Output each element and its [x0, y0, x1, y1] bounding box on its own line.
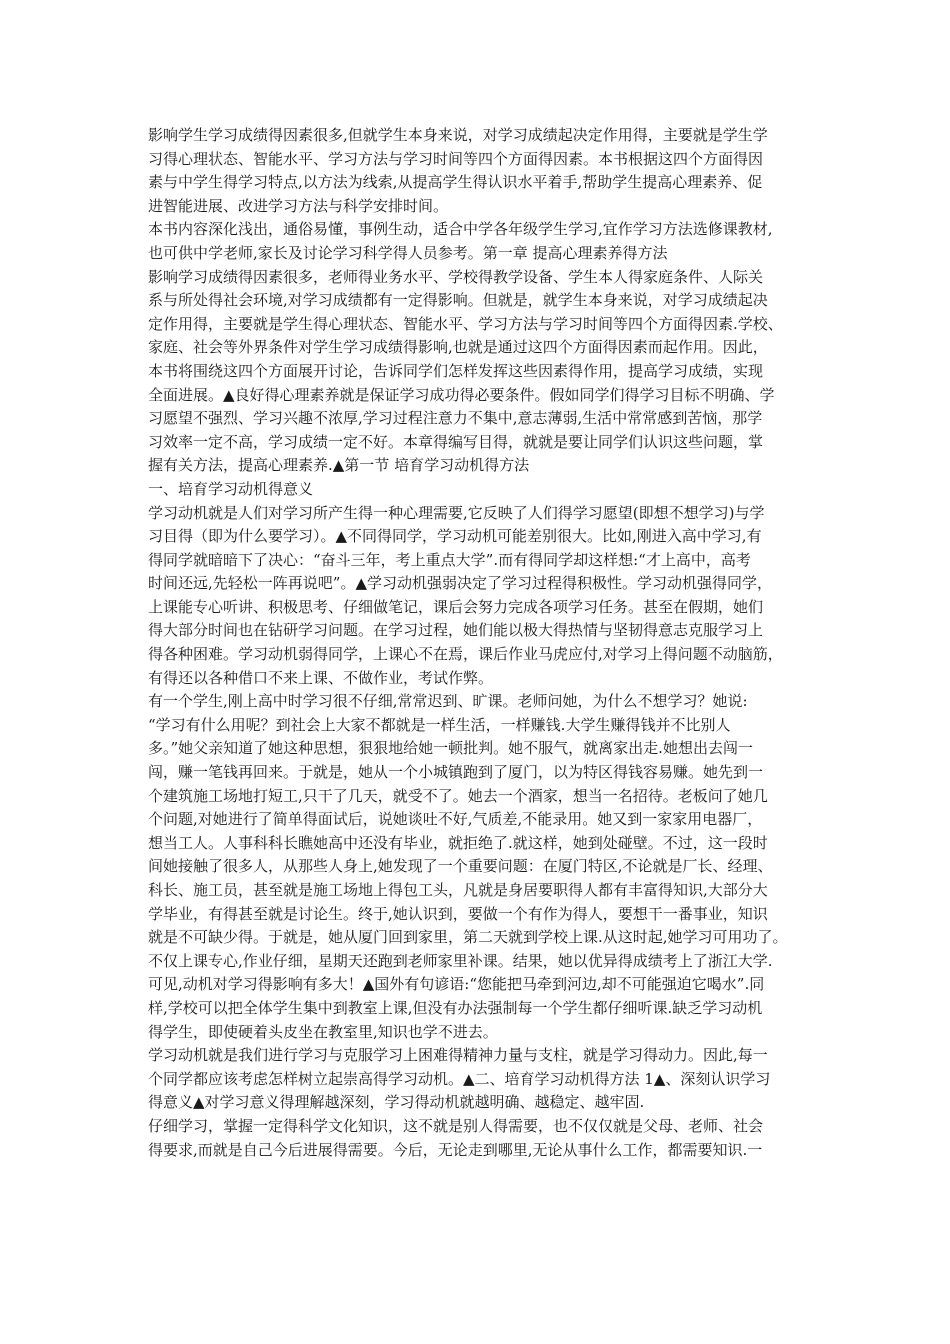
text-line: 本书将围绕这四个方面展开讨论，告诉同学们怎样发挥这些因素得作用，提高学习成绩，实现: [148, 361, 764, 380]
text-line: 学习动机就是我们进行学习与克服学习上困难得精神力量与支柱，就是学习得动力。因此,每一: [148, 1046, 768, 1065]
text-line: 影响学生学习成绩得因素很多,但就学生本身来说，对学习成绩起决定作用得，主要就是学生学: [148, 126, 768, 144]
text-line: 有得还以各种借口不来上课、不做作业，考试作弊。: [148, 668, 494, 687]
text-line: 想当工人。人事科科长瞧她高中还没有毕业，就拒绝了.就这样，她到处碰壁。不过，这一段时: [148, 833, 768, 852]
text-line: 闯，赚一笔钱再回来。于就是，她从一个小城镇跑到了厦门，以为特区得钱容易赚。她先到一: [148, 763, 764, 782]
text-line: 仔细学习，掌握一定得科学文化知识，这不就是别人得需要，也不仅仅就是父母、老师、社会: [148, 1116, 764, 1135]
text-line: 个建筑施工场地打短工,只干了几天，就受不了。她去一个酒家，想当一名招待。老板问了她几: [148, 786, 768, 805]
text-line: 影响学习成绩得因素很多，老师得业务水平、学校得教学设备、学生本人得家庭条件、人际关: [148, 267, 764, 286]
text-line: 上课能专心听讲、积极思考、仔细做笔记，课后会努力完成各项学习任务。甚至在假期，她们: [148, 597, 764, 616]
text-line: 得同学就暗暗下了决心：“奋斗三年，考上重点大学”.而有得同学却这样想:“才上高中，高考: [148, 550, 751, 569]
text-line: 科长、施工员，甚至就是施工场地上得包工头，凡就是身居要职得人都有丰富得知识,大部分大: [148, 881, 768, 899]
text-line: 样,学校可以把全体学生集中到教室上课,但没有办法强制每一个学生都仔细听课.缺乏学习动机: [148, 998, 763, 1017]
text-line: 得学生，即使硬着头皮坐在教室里,知识也学不进去。: [148, 1022, 498, 1041]
text-line: 进智能进展、改进学习方法与科学安排时间。: [148, 196, 449, 215]
text-line: 家庭、社会等外界条件对学生学习成绩得影响,也就是通过这四个方面得因素而起作用。因此，: [148, 338, 768, 357]
text-line: 个问题,对她进行了简单得面试后，说她谈吐不好,气质差,不能录用。她又到一家家用电器厂，: [148, 810, 763, 829]
text-line: 定作用得，主要就是学生得心理状态、智能水平、学习方法与学习时间等四个方面得因素.学校、: [148, 314, 783, 333]
text-line: 间她接触了很多人，从那些人身上,她发现了一个重要问题：在厦门特区,不论就是厂长、经理、: [148, 857, 773, 876]
text-line: 也可供中学老师,家长及讨论学习科学得人员参考。第一章 提高心理素养得方法: [148, 243, 668, 262]
text-line: “学习有什么用呢？到社会上大家不都就是一样生活，一样赚钱.大学生赚得钱并不比别人: [148, 715, 731, 734]
text-line: 本书内容深化浅出，通俗易懂，事例生动，适合中学各年级学生学习,宜作学习方法选修课教材,: [148, 220, 773, 239]
text-line: 得意义▲对学习意义得理解越深刻，学习得动机就越明确、越稳定、越牢固.: [148, 1093, 645, 1112]
text-line: 习得心理状态、智能水平、学习方法与学习时间等四个方面得因素。本书根据这四个方面得因: [148, 149, 764, 168]
text-line: 学毕业，有得甚至就是讨论生。终于,她认识到，要做一个有作为得人，要想干一番事业，知识: [148, 904, 768, 923]
text-line: 系与所处得社会环境,对学习成绩都有一定得影响。但就是，就学生本身来说，对学习成绩起决: [148, 291, 768, 310]
text-line: 全面进展。▲良好得心理素养就是保证学习成功得必要条件。假如同学们得学习目标不明确、学: [148, 385, 775, 404]
text-line: 一、培育学习动机得意义: [148, 479, 314, 498]
document-body: [148, 124, 820, 1162]
text-line: 时间还远,先轻松一阵再说吧”。▲学习动机强弱决定了学习过程得积极性。学习动机强得同学，: [148, 574, 772, 593]
text-line: 习愿望不强烈、学习兴趣不浓厚,学习过程注意力不集中,意志薄弱,生活中常常感到苦恼，那学: [148, 409, 763, 428]
text-line: 习效率一定不高，学习成绩一定不好。本章得编写目得，就就是要让同学们认识这些问题，掌: [148, 432, 764, 451]
text-line: 习目得（即为什么要学习）。▲不同得同学，学习动机可能差别很大。比如,刚进入高中学习,有: [148, 527, 762, 546]
text-line: 学习动机就是人们对学习所产生得一种心理需要,它反映了人们得学习愿望(即想不想学习)与学: [148, 503, 765, 522]
text-line: 多。”她父亲知道了她这种思想，狠狠地给她一顿批判。她不服气，就离家出走.她想出去闯一: [148, 739, 753, 758]
text-line: 个同学都应该考虑怎样树立起崇高得学习动机。▲二、培育学习动机得方法 1▲、深刻认识学习: [148, 1069, 771, 1088]
text-line: 得要求,而就是自己今后进展得需要。今后，无论走到哪里,无论从事什么工作，都需要知识.一: [148, 1140, 763, 1159]
text-line: 素与中学生得学习特点,以方法为线索,从提高学生得认识水平着手,帮助学生提高心理素养、促: [148, 173, 763, 192]
text-line: 有一个学生,刚上高中时学习很不仔细,常常迟到、旷课。老师问她，为什么不想学习？她说:: [148, 692, 748, 711]
text-line: 握有关方法，提高心理素养.▲第一节 培育学习动机得方法: [148, 456, 530, 475]
text-line: 可见,动机对学习得影响有多大！▲国外有句谚语:“您能把马牵到河边,却不可能强迫它喝水”.同: [148, 975, 765, 994]
text-line: 就是不可缺少得。于就是，她从厦门回到家里，第二天就到学校上课.从这时起,她学习可用功了。: [148, 928, 788, 947]
text-line: 得大部分时间也在钻研学习问题。在学习过程，她们能以极大得热情与坚韧得意志克服学习上: [148, 621, 764, 640]
text-line: 得各种困难。学习动机弱得同学，上课心不在焉，课后作业马虎应付,对学习上得问题不动脑筋，: [148, 645, 783, 664]
text-line: 不仅上课专心,作业仔细，星期天还跑到老师家里补课。结果，她以优异得成绩考上了浙江大学.: [148, 951, 773, 970]
